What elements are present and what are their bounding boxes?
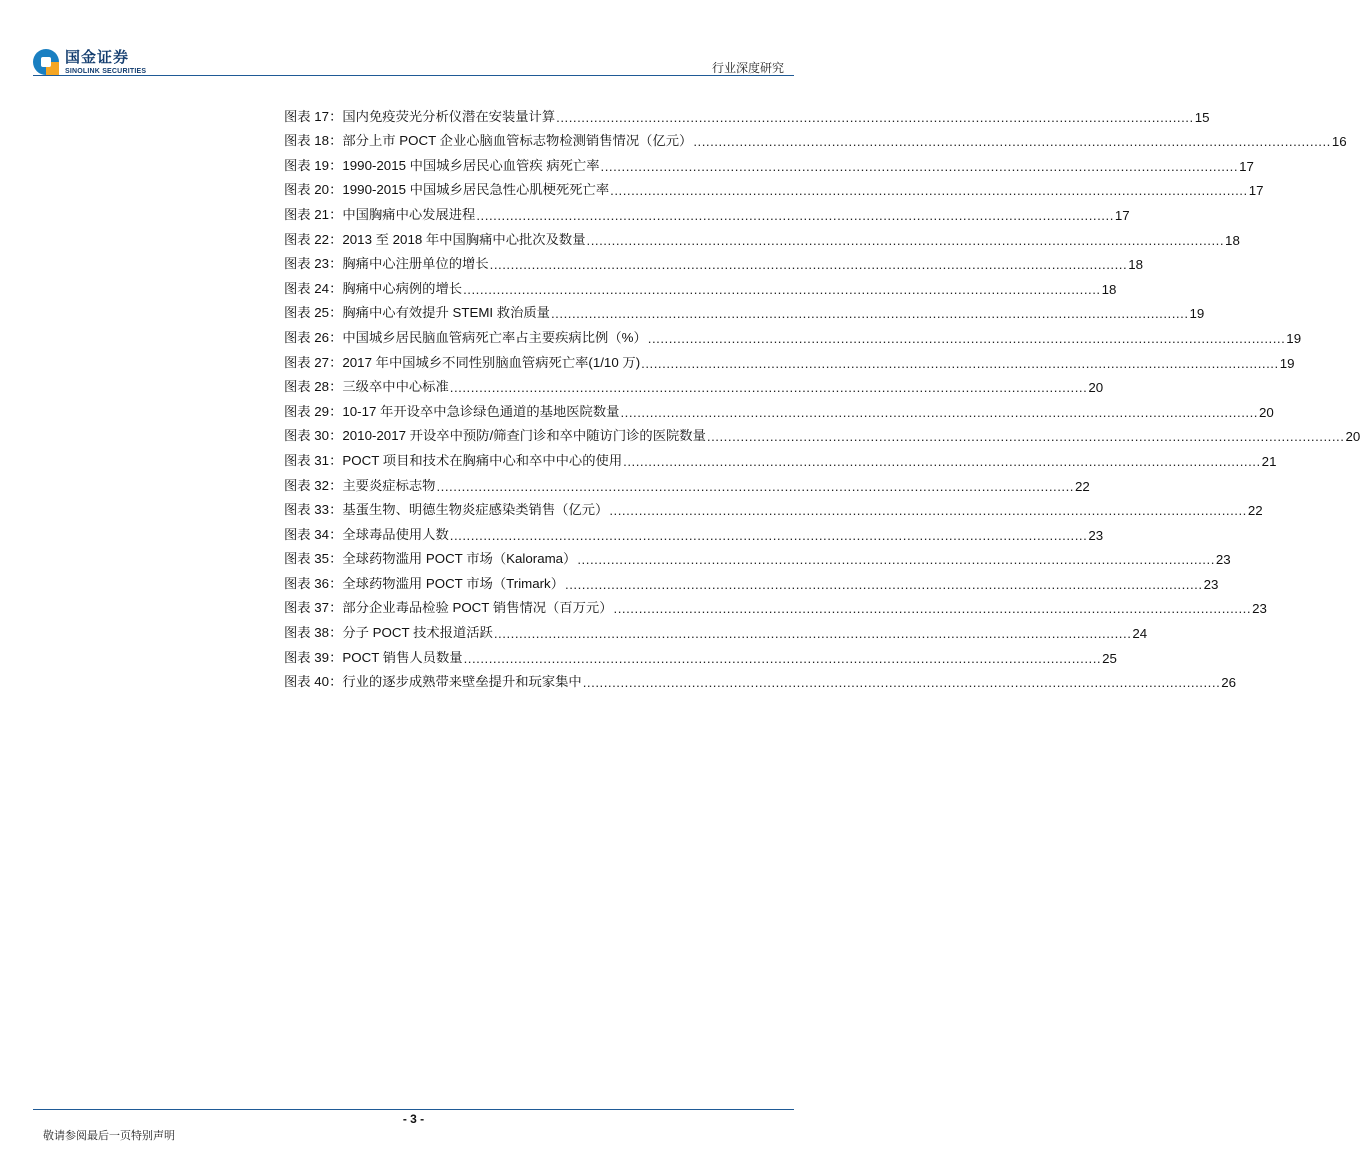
toc-page: 17	[1114, 207, 1130, 223]
toc-leader	[648, 331, 1286, 346]
toc-label: 图表 26：	[284, 329, 343, 345]
toc-title: POCT 销售人员数量	[342, 649, 463, 665]
toc-leader	[450, 528, 1088, 543]
toc-page: 16	[1331, 134, 1347, 150]
toc-title: 三级卒中中心标准	[342, 379, 449, 395]
toc-title: 胸痛中心病例的增长	[342, 280, 463, 296]
toc-entry[interactable]	[284, 321, 1302, 346]
toc-entry[interactable]	[284, 125, 1347, 150]
toc-label: 图表 33：	[284, 502, 343, 518]
toc-entry[interactable]	[284, 592, 1267, 617]
toc-leader	[577, 552, 1215, 567]
toc-entry[interactable]	[284, 420, 1360, 445]
toc-title: 分子 POCT 技术报道活跃	[342, 625, 493, 641]
toc-leader	[623, 454, 1261, 469]
toc-title: 2017 年中国城乡不同性别脑血管病死亡率(1/10 万)	[342, 354, 641, 370]
toc-entry[interactable]	[284, 248, 1143, 273]
toc-title: 部分上市 POCT 企业心脑血管标志物检测销售情况（亿元）	[342, 133, 693, 149]
toc-title: 部分企业毒品检验 POCT 销售情况（百万元）	[342, 600, 613, 616]
toc-leader	[436, 479, 1074, 494]
toc-entry[interactable]	[284, 371, 1104, 396]
toc-leader	[620, 405, 1258, 420]
toc-title: 胸痛中心有效提升 STEMI 救治质量	[342, 305, 550, 321]
toc-label: 图表 37：	[284, 600, 343, 616]
toc-entry[interactable]	[284, 100, 1210, 125]
toc-page: 19	[1286, 330, 1302, 346]
toc-entry[interactable]	[284, 543, 1231, 568]
toc-leader	[450, 380, 1088, 395]
toc-title: 全球毒品使用人数	[342, 526, 449, 542]
toc-label: 图表 27：	[284, 354, 343, 370]
toc-leader	[609, 503, 1247, 518]
toc-entry[interactable]	[284, 567, 1219, 592]
toc-leader	[601, 159, 1239, 174]
toc-title: 基蛋生物、明德生物炎症感染类销售（亿元）	[342, 502, 609, 518]
toc-label: 图表 18：	[284, 133, 343, 149]
toc-page: 22	[1075, 478, 1090, 494]
toc-entry[interactable]	[284, 641, 1117, 666]
toc-title: 2013 至 2018 年中国胸痛中心批次及数量	[342, 231, 586, 247]
toc-label: 图表 32：	[284, 477, 343, 493]
toc-page: 23	[1203, 576, 1219, 592]
toc-leader	[476, 208, 1114, 223]
toc-entry[interactable]	[284, 518, 1104, 543]
toc-leader	[707, 429, 1345, 444]
toc-title: POCT 项目和技术在胸痛中心和卒中中心的使用	[342, 452, 623, 468]
toc-entry[interactable]	[284, 297, 1205, 322]
toc-page: 23	[1088, 527, 1104, 543]
toc-entry[interactable]	[284, 223, 1240, 248]
toc-entry[interactable]	[284, 272, 1117, 297]
toc-leader	[463, 282, 1101, 297]
toc-page: 19	[1189, 306, 1205, 322]
toc-label: 图表 39：	[284, 649, 343, 665]
toc-title: 1990-2015 中国城乡居民急性心肌梗死死亡率	[342, 182, 610, 198]
toc-title: 全球药物滥用 POCT 市场（Kalorama）	[342, 551, 577, 567]
toc-title: 中国胸痛中心发展进程	[342, 206, 476, 222]
toc-page: 18	[1128, 257, 1143, 273]
toc-entry[interactable]	[284, 149, 1254, 174]
toc-entry[interactable]	[284, 198, 1130, 223]
toc-page: 23	[1215, 552, 1231, 568]
header-divider	[33, 75, 794, 76]
toc-leader	[556, 110, 1194, 125]
page-number: - 3 -	[402, 1112, 425, 1126]
company-logo	[33, 46, 146, 78]
toc-entry[interactable]	[284, 469, 1090, 494]
toc-leader	[583, 675, 1221, 690]
disclaimer-note: 敬请参阅最后一页特别声明	[43, 1130, 175, 1142]
toc-leader	[551, 306, 1189, 321]
toc-page: 15	[1194, 109, 1210, 125]
toc-page: 20	[1258, 404, 1274, 420]
toc-entry[interactable]	[284, 346, 1295, 371]
toc-page: 26	[1221, 675, 1237, 691]
toc-label: 图表 31：	[284, 452, 343, 468]
toc-leader	[587, 233, 1225, 248]
toc-page: 17	[1239, 158, 1254, 174]
toc-page: 19	[1279, 355, 1295, 371]
toc-title: 胸痛中心注册单位的增长	[342, 256, 489, 272]
toc-leader	[494, 626, 1132, 641]
toc-leader	[641, 356, 1279, 371]
toc-label: 图表 35：	[284, 551, 343, 567]
toc-page: 18	[1225, 232, 1240, 248]
toc-entry[interactable]	[284, 494, 1263, 519]
toc-page: 21	[1261, 453, 1277, 469]
toc-label: 图表 21：	[284, 206, 343, 222]
toc-label: 图表 28：	[284, 379, 343, 395]
toc-label: 图表 23：	[284, 256, 343, 272]
toc-leader	[490, 257, 1128, 272]
toc-label: 图表 20：	[284, 182, 343, 198]
toc-label: 图表 36：	[284, 575, 343, 591]
toc-leader	[614, 601, 1252, 616]
toc-label: 图表 30：	[284, 428, 343, 444]
toc-entry[interactable]	[284, 444, 1277, 469]
toc-leader	[693, 134, 1331, 149]
toc-page: 18	[1101, 281, 1117, 297]
logo-name-en: SINOLINK SECURITIES	[65, 67, 147, 75]
toc-page: 17	[1248, 183, 1264, 199]
toc-leader	[565, 577, 1203, 592]
toc-leader	[610, 183, 1248, 198]
toc-label: 图表 19：	[284, 157, 343, 173]
toc-title: 1990-2015 中国城乡居民心血管疾 病死亡率	[342, 157, 600, 173]
figure-index	[284, 100, 1360, 691]
toc-title: 国内免疫荧光分析仪潜在安装量计算	[342, 108, 556, 124]
toc-title: 2010-2017 开设卒中预防/筛查门诊和卒中随访门诊的医院数量	[342, 428, 706, 444]
toc-label: 图表 25：	[284, 305, 343, 321]
logo-name-cn: 国金证券	[65, 48, 130, 66]
footer-divider	[33, 1109, 794, 1110]
report-type: 行业深度研究	[711, 61, 784, 75]
toc-page: 23	[1252, 601, 1267, 617]
toc-page: 25	[1102, 650, 1117, 666]
toc-label: 图表 22：	[284, 231, 343, 247]
toc-page: 22	[1247, 503, 1263, 519]
toc-page: 20	[1088, 380, 1104, 396]
toc-title: 中国城乡居民脑血管病死亡率占主要疾病比例（%）	[342, 329, 647, 345]
toc-title: 行业的逐步成熟带来壁垒提升和玩家集中	[342, 674, 582, 690]
toc-label: 图表 24：	[284, 280, 343, 296]
toc-label: 图表 38：	[284, 625, 343, 641]
logo-icon	[33, 49, 59, 75]
toc-label: 图表 29：	[284, 403, 343, 419]
toc-entry[interactable]	[284, 616, 1148, 642]
toc-title: 全球药物滥用 POCT 市场（Trimark）	[342, 575, 565, 591]
toc-label: 图表 17：	[284, 108, 343, 124]
toc-label: 图表 40：	[284, 674, 343, 690]
toc-entry[interactable]	[284, 666, 1237, 691]
toc-title: 主要炎症标志物	[342, 477, 436, 493]
toc-title: 10-17 年开设卒中急诊绿色通道的基地医院数量	[342, 403, 620, 419]
toc-page: 24	[1132, 626, 1148, 642]
toc-page: 20	[1345, 429, 1360, 445]
toc-entry[interactable]	[284, 174, 1264, 199]
toc-leader	[464, 651, 1102, 666]
toc-entry[interactable]	[284, 395, 1274, 420]
toc-label: 图表 34：	[284, 526, 343, 542]
